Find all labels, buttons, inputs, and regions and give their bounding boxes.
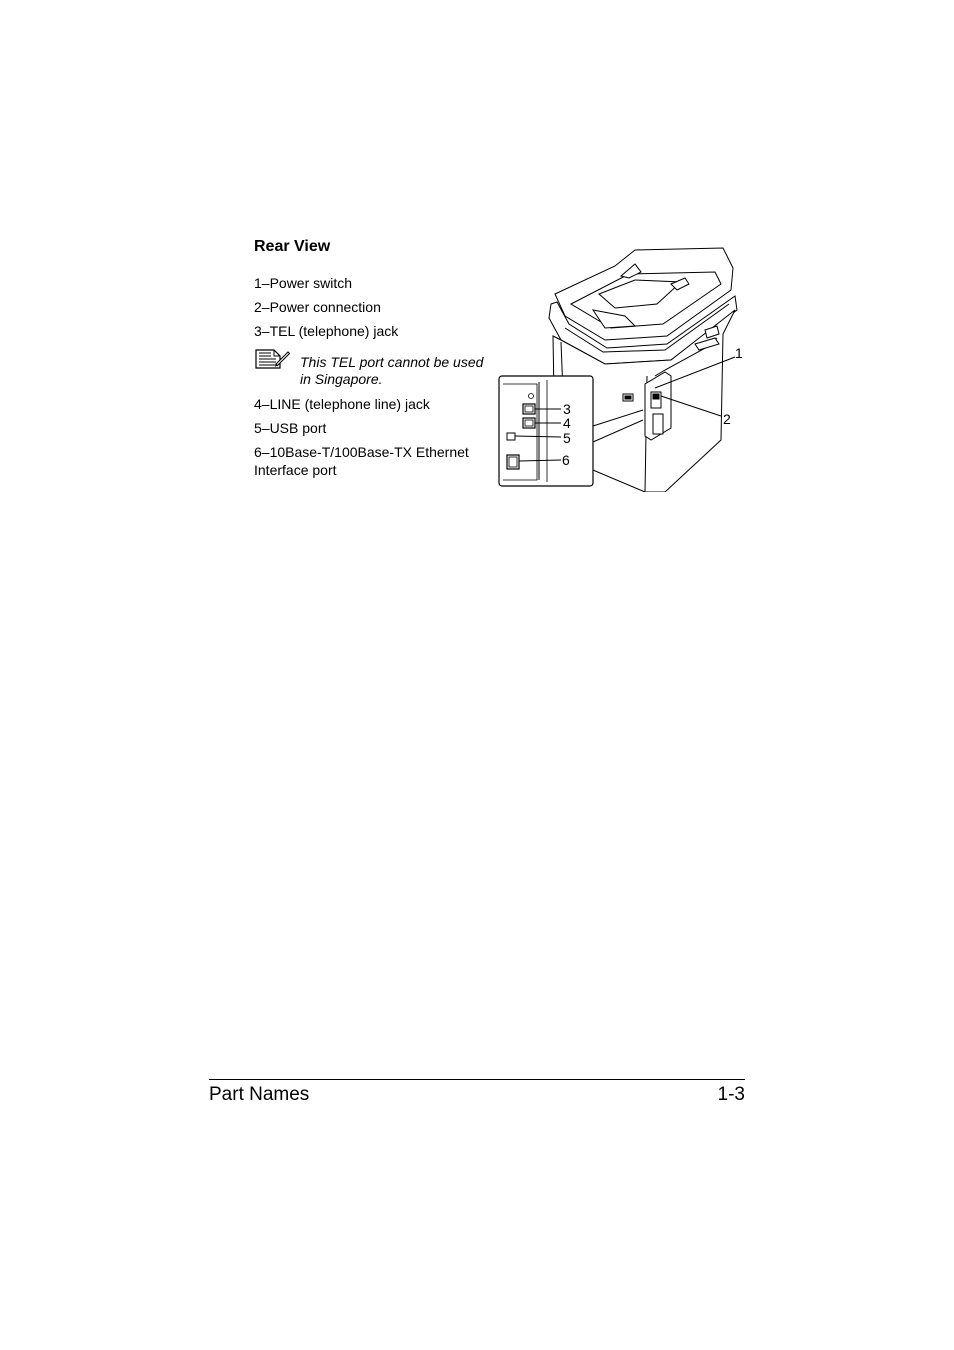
footer-divider <box>209 1079 745 1080</box>
section-title: Rear View <box>254 238 331 255</box>
footer-section-name: Part Names <box>209 1084 310 1105</box>
callout-3: 3 <box>563 401 571 417</box>
callout-4: 4 <box>563 415 571 431</box>
printer-rear-drawing <box>495 244 755 492</box>
callout-1: 1 <box>735 345 743 361</box>
part-item-tel-jack: 3–TEL (telephone) jack <box>254 323 399 339</box>
callout-6: 6 <box>562 452 570 468</box>
note-pad-pencil-icon <box>254 348 290 370</box>
part-item-ethernet-port: 6–10Base-T/100Base-TX Ethernet Interface port <box>254 444 469 478</box>
part-item-power-switch: 1–Power switch <box>254 275 353 291</box>
note-text: This TEL port cannot be used in Singapore. <box>300 354 484 387</box>
footer-page-number: 1-3 <box>717 1084 745 1105</box>
part-item-line-jack: 4–LINE (telephone line) jack <box>254 396 430 412</box>
part-item-power-connection: 2–Power connection <box>254 299 381 315</box>
part-item-usb-port: 5–USB port <box>254 420 327 436</box>
printer-rear-view-illustration <box>495 244 755 492</box>
callout-5: 5 <box>563 430 571 446</box>
note <box>254 348 490 390</box>
callout-2: 2 <box>723 411 731 427</box>
